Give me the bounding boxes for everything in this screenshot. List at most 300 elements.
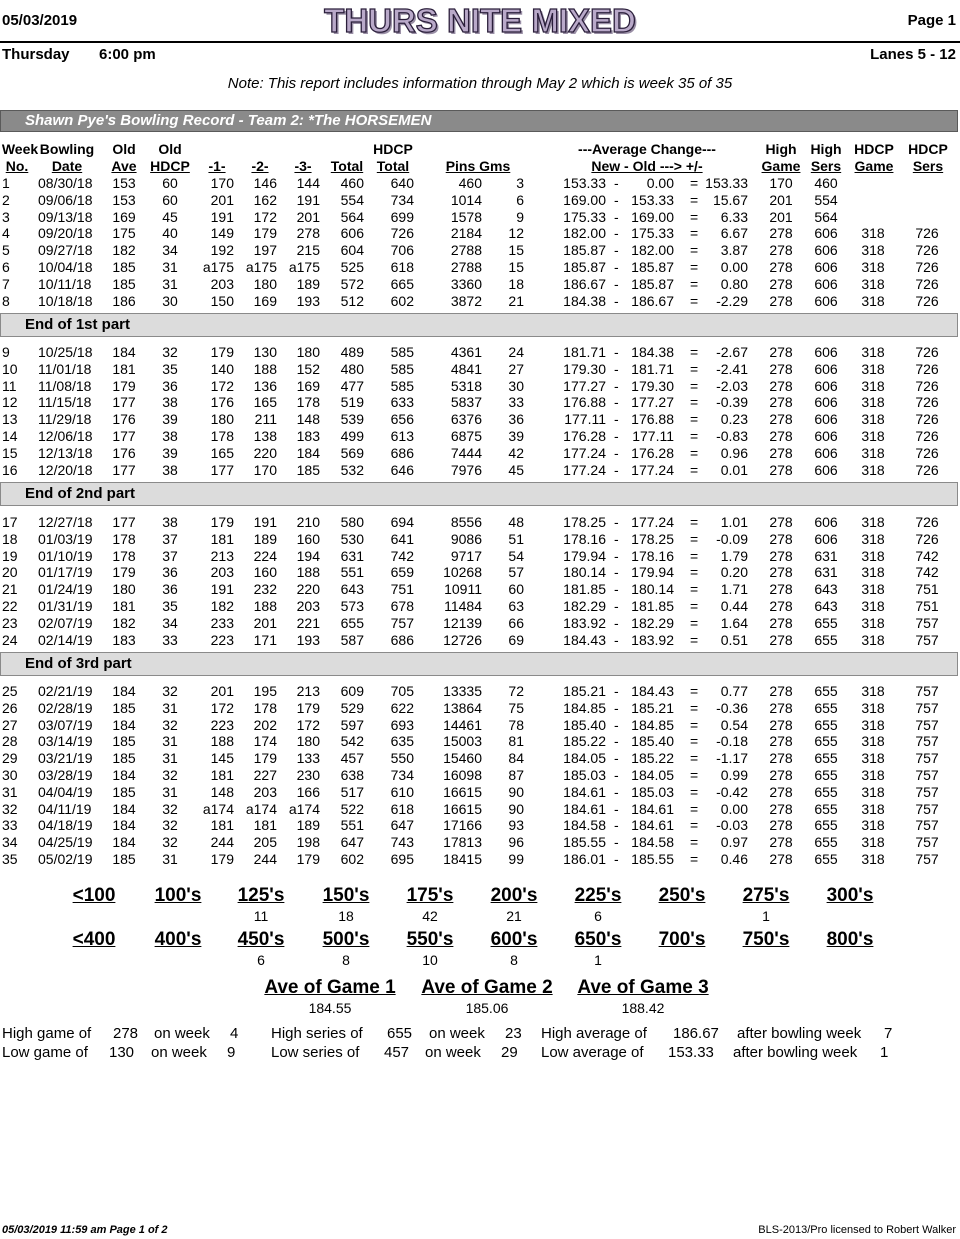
table-row: [0, 733, 960, 750]
old-ave: 177: [112, 394, 136, 411]
old-ave: 177: [112, 428, 136, 444]
game-1: 223: [210, 716, 234, 733]
table-row: [0, 276, 960, 293]
hdcp-game: 318: [861, 377, 885, 394]
hdcp-series: 726: [915, 428, 939, 444]
high-series: 655: [814, 767, 838, 783]
old-hdcp: 32: [162, 800, 178, 817]
equals-sign: =: [690, 292, 699, 309]
table-row: [0, 259, 960, 276]
hdcp-game: 318: [861, 530, 885, 547]
minus-sign: -: [614, 750, 619, 767]
game-3: 215: [296, 242, 320, 259]
old-average: 184.61: [631, 800, 674, 817]
col-highsers-bottom: Sers: [810, 158, 842, 174]
hdcp-game: 318: [861, 444, 885, 461]
equals-sign: =: [690, 733, 699, 750]
pins: 10268: [443, 564, 482, 581]
new-average: 176.88: [563, 394, 606, 411]
hdcp-game: 318: [861, 581, 885, 598]
week-no: 28: [2, 733, 18, 750]
table-row: [0, 632, 960, 649]
series-total: 480: [340, 360, 364, 377]
average-change: -0.09: [716, 530, 748, 547]
table-row: [0, 378, 960, 395]
series-total: 525: [340, 259, 364, 275]
hdcp-series: 757: [915, 767, 939, 783]
week-no: 15: [2, 444, 18, 461]
footer-timestamp: 05/03/2019 11:59 am Page 1 of 2: [2, 1224, 168, 1236]
game_hist-label: 125's: [237, 885, 285, 906]
old-ave: 153: [112, 191, 136, 208]
minus-sign: -: [614, 242, 619, 259]
games: 33: [508, 394, 524, 411]
ave-game3-label: Ave of Game 3: [577, 977, 709, 998]
bowling-date: 03/28/19: [38, 767, 93, 783]
hdcp-game: 318: [861, 817, 885, 834]
table-row: [0, 242, 960, 259]
hdcp-total: 550: [390, 750, 414, 767]
game-3: 166: [296, 783, 320, 800]
old-ave: 181: [112, 598, 136, 614]
new-average: 185.21: [563, 683, 606, 699]
high-game: 278: [769, 377, 793, 394]
series-total: 542: [340, 733, 364, 750]
game-1: 149: [210, 225, 234, 242]
hdcp-game: 318: [861, 631, 885, 648]
game-2: 170: [253, 461, 277, 478]
game-1: 201: [210, 683, 234, 699]
week-no: 27: [2, 716, 18, 733]
low-average-value: 153.33: [668, 1044, 714, 1061]
col-game2: -2-: [251, 158, 269, 174]
part-separator: [0, 652, 958, 676]
high-game: 278: [769, 767, 793, 783]
game-3: 178: [296, 394, 320, 411]
week-no: 18: [2, 530, 18, 547]
old-hdcp: 37: [162, 530, 178, 547]
col-hdcpsers-top: HDCP: [908, 141, 948, 157]
old-hdcp: 34: [162, 242, 178, 259]
minus-sign: -: [614, 191, 619, 208]
low-series-label: Low series of: [271, 1044, 360, 1061]
series-total: 532: [340, 461, 364, 478]
games: 81: [508, 733, 524, 750]
table-row: [0, 225, 960, 242]
series-total: 554: [340, 191, 364, 208]
table-row: [0, 750, 960, 767]
old-average: 177.27: [631, 394, 674, 411]
game_hist-label: 250's: [658, 885, 706, 906]
pins: 2788: [450, 259, 482, 275]
week-no: 34: [2, 834, 18, 851]
pins: 3872: [450, 292, 482, 309]
col-hdcpgame-top: HDCP: [854, 141, 894, 157]
series_hist-label: 650's: [574, 929, 622, 950]
new-average: 175.33: [563, 208, 606, 225]
average-change: 0.44: [720, 598, 748, 614]
games: 48: [508, 514, 524, 530]
old-hdcp: 37: [162, 547, 178, 564]
old-hdcp: 38: [162, 514, 178, 530]
games: 84: [508, 750, 524, 767]
report-note: Note: This report includes information through May 2 which is week 35 of 35: [227, 75, 733, 92]
high-game: 278: [769, 834, 793, 851]
hdcp-game: 318: [861, 564, 885, 581]
hdcp-total: 610: [390, 783, 414, 800]
new-average: 184.61: [563, 800, 606, 817]
series-total: 606: [340, 225, 364, 242]
hdcp-total: 693: [390, 716, 414, 733]
pins: 460: [458, 175, 482, 191]
equals-sign: =: [690, 767, 699, 783]
hdcp-series: 751: [915, 598, 939, 614]
equals-sign: =: [690, 208, 699, 225]
average-change: 0.00: [720, 259, 748, 275]
game-2: 136: [253, 377, 277, 394]
bowling-date: 04/18/19: [38, 817, 93, 834]
col-oldave-top: Old: [112, 141, 136, 157]
old-ave: 185: [112, 259, 136, 275]
old-hdcp: 31: [162, 851, 178, 867]
high-series: 606: [814, 344, 838, 360]
high-series: 643: [814, 581, 838, 598]
col-hdcpsers-bottom: Sers: [912, 158, 944, 174]
old-hdcp: 32: [162, 767, 178, 783]
game_hist-label: 225's: [574, 885, 622, 906]
old-ave: 185: [112, 733, 136, 750]
old-ave: 180: [112, 581, 136, 598]
old-ave: 178: [112, 547, 136, 564]
low-game-value: 130: [109, 1044, 135, 1061]
game-2: 197: [253, 242, 277, 259]
old-hdcp: 60: [162, 191, 178, 208]
minus-sign: -: [614, 851, 619, 867]
hdcp-series: 742: [915, 564, 939, 581]
equals-sign: =: [690, 817, 699, 834]
games: 99: [508, 851, 524, 867]
new-average: 184.43: [563, 631, 606, 648]
hdcp-total: 622: [390, 699, 414, 716]
old-average: 179.30: [631, 377, 674, 394]
game-2: 160: [253, 564, 277, 581]
hdcp-total: 694: [390, 514, 414, 530]
games: 3: [516, 175, 524, 191]
game-2: a175: [245, 259, 277, 275]
high-series: 655: [814, 834, 838, 851]
bowling-date: 05/02/19: [38, 851, 93, 867]
old-ave: 184: [112, 716, 136, 733]
pins: 13335: [443, 683, 482, 699]
hdcp-series: 757: [915, 851, 939, 867]
high-series: 655: [814, 800, 838, 817]
old-ave: 184: [112, 817, 136, 834]
game-1: 233: [210, 614, 234, 631]
record-title: Shawn Pye's Bowling Record - Team 2: *The HORSEMEN: [25, 112, 432, 129]
games: 69: [508, 631, 524, 648]
minus-sign: -: [614, 767, 619, 783]
minus-sign: -: [614, 631, 619, 648]
hdcp-game: 318: [861, 259, 885, 275]
old-ave: 175: [112, 225, 136, 242]
average-change: -1.17: [716, 750, 748, 767]
equals-sign: =: [690, 598, 699, 614]
games: 6: [516, 191, 524, 208]
game-1: 223: [210, 631, 234, 648]
equals-sign: =: [690, 411, 699, 428]
old-ave: 179: [112, 564, 136, 581]
series-total: 569: [340, 444, 364, 461]
high-game: 278: [769, 530, 793, 547]
ave-game2-value: 185.06: [465, 1000, 509, 1016]
high-game: 201: [769, 191, 793, 208]
equals-sign: =: [690, 564, 699, 581]
series-total: 638: [340, 767, 364, 783]
high-series: 655: [814, 631, 838, 648]
league-title: THURS NITE MIXED: [324, 2, 636, 39]
minus-sign: -: [614, 683, 619, 699]
game-2: 211: [254, 411, 277, 428]
pins: 1014: [450, 191, 482, 208]
bowling-date: 01/10/19: [38, 547, 93, 564]
game_hist-label: 150's: [322, 885, 370, 906]
games: 93: [508, 817, 524, 834]
average-change: 0.51: [720, 631, 748, 648]
col-date-top: Bowling: [39, 141, 95, 157]
equals-sign: =: [690, 377, 699, 394]
high-game: 278: [769, 292, 793, 309]
game-3: 201: [296, 208, 320, 225]
games: 9: [516, 208, 524, 225]
hdcp-total: 699: [390, 208, 414, 225]
hdcp-series: 726: [915, 411, 939, 428]
hdcp-series: 726: [915, 225, 939, 242]
week-no: 19: [2, 547, 18, 564]
series_hist-label: 450's: [237, 929, 285, 950]
hdcp-game: 318: [861, 547, 885, 564]
new-average: 186.67: [563, 275, 606, 292]
average-change: 0.01: [720, 461, 748, 478]
old-average: 185.55: [631, 851, 674, 867]
high-series: 606: [814, 444, 838, 461]
minus-sign: -: [614, 411, 619, 428]
col-oldhdcp-top: Old: [158, 141, 182, 157]
record-title-bar: [0, 110, 958, 132]
equals-sign: =: [690, 783, 699, 800]
average-change: 0.20: [720, 564, 748, 581]
minus-sign: -: [614, 514, 619, 530]
new-average: 179.30: [563, 360, 606, 377]
hdcp-total: 618: [390, 259, 414, 275]
table-row: [0, 445, 960, 462]
week-no: 35: [2, 851, 18, 867]
bowling-date: 11/15/18: [38, 394, 92, 411]
high-game: 278: [769, 851, 793, 867]
col-total: Total: [330, 158, 364, 174]
games: 63: [508, 598, 524, 614]
series_hist-label: 700's: [658, 929, 706, 950]
high-series: 460: [814, 175, 838, 191]
high-game: 278: [769, 514, 793, 530]
old-average: 178.25: [631, 530, 674, 547]
new-average: 177.27: [563, 377, 606, 394]
series-total: 580: [340, 514, 364, 530]
hdcp-total: 734: [390, 191, 414, 208]
week-no: 33: [2, 817, 18, 834]
game-1: 179: [210, 344, 234, 360]
high-game: 278: [769, 259, 793, 275]
old-average: 177.11: [632, 428, 674, 444]
high-game: 278: [769, 547, 793, 564]
old-ave: 185: [112, 750, 136, 767]
high-game: 278: [769, 360, 793, 377]
bowling-date: 01/03/19: [38, 530, 93, 547]
old-ave: 186: [112, 292, 136, 309]
series-total: 587: [340, 631, 364, 648]
high-series: 606: [814, 377, 838, 394]
average-change: -0.83: [716, 428, 748, 444]
series-total: 530: [340, 530, 364, 547]
old-hdcp: 30: [162, 292, 178, 309]
col-avgchange-top: ---Average Change---: [578, 141, 716, 157]
league-day: Thursday: [2, 46, 70, 63]
bowling-date: 02/21/19: [38, 683, 93, 699]
game-1: 203: [210, 275, 234, 292]
bowling-date: 11/29/18: [38, 411, 92, 428]
old-average: 181.71: [631, 360, 674, 377]
hdcp-total: 742: [390, 547, 414, 564]
old-average: 184.58: [631, 834, 674, 851]
average-change: 6.67: [720, 225, 748, 242]
high-game: 278: [769, 598, 793, 614]
hdcp-total: 647: [390, 817, 414, 834]
high-series: 655: [814, 614, 838, 631]
game-3: 220: [296, 581, 320, 598]
series-total: 460: [340, 175, 364, 191]
game-2: 138: [253, 428, 277, 444]
old-hdcp: 38: [162, 394, 178, 411]
new-average: 185.40: [563, 716, 606, 733]
game-1: 176: [210, 394, 234, 411]
hdcp-game: 318: [861, 292, 885, 309]
equals-sign: =: [690, 360, 699, 377]
old-average: 185.22: [631, 750, 674, 767]
game-3: 180: [296, 733, 320, 750]
high-game-week: 4: [230, 1025, 239, 1042]
old-ave: 185: [112, 699, 136, 716]
week-no: 23: [2, 614, 18, 631]
week-no: 20: [2, 564, 18, 581]
hdcp-game: 318: [861, 750, 885, 767]
hdcp-total: 686: [390, 631, 414, 648]
high-average-label: High average of: [541, 1025, 647, 1042]
equals-sign: =: [690, 547, 699, 564]
table-row: [0, 175, 960, 192]
game-2: 165: [253, 394, 277, 411]
table-row: [0, 293, 960, 310]
minus-sign: -: [614, 530, 619, 547]
col-hdcpgame-bottom: Game: [854, 158, 894, 174]
high-series: 631: [814, 564, 838, 581]
bowling-date: 04/25/19: [38, 834, 93, 851]
pins: 10911: [444, 581, 482, 598]
table-row: [0, 462, 960, 479]
new-average: 182.00: [563, 225, 606, 242]
new-average: 180.14: [563, 564, 606, 581]
old-average: 185.87: [631, 275, 674, 292]
game-3: 179: [296, 851, 320, 867]
game-1: a175: [202, 259, 234, 275]
high-game: 278: [769, 225, 793, 242]
col-pins-gms: Pins Gms: [445, 158, 511, 174]
old-average: 169.00: [631, 208, 674, 225]
minus-sign: -: [614, 699, 619, 716]
old-ave: 184: [112, 344, 136, 360]
game-1: 140: [210, 360, 234, 377]
game-3: 188: [296, 564, 320, 581]
old-ave: 185: [112, 275, 136, 292]
game-1: 244: [210, 834, 234, 851]
high-game: 278: [769, 614, 793, 631]
pins: 9086: [450, 530, 482, 547]
bowling-date: 01/24/19: [38, 581, 93, 598]
equals-sign: =: [690, 242, 699, 259]
high-game: 278: [769, 716, 793, 733]
average-change: -2.03: [716, 377, 748, 394]
games: 36: [508, 411, 524, 428]
bowling-date: 09/27/18: [38, 242, 93, 259]
game-2: 203: [253, 783, 277, 800]
bowling-date: 03/07/19: [38, 716, 93, 733]
high-series: 564: [814, 208, 838, 225]
series_hist-count: 10: [422, 952, 438, 968]
old-hdcp: 60: [162, 175, 178, 191]
week-no: 4: [2, 225, 10, 242]
high-series: 655: [814, 750, 838, 767]
bowling-date: 12/20/18: [38, 461, 93, 478]
game-2: 232: [253, 581, 277, 598]
week-no: 5: [2, 242, 10, 259]
game_hist-count: 21: [506, 908, 522, 924]
old-ave: 183: [112, 631, 136, 648]
series-total: 519: [340, 394, 364, 411]
average-change: 1.64: [720, 614, 748, 631]
game-2: 220: [253, 444, 277, 461]
old-hdcp: 38: [162, 461, 178, 478]
game-3: 172: [296, 716, 320, 733]
game_hist-count: 42: [422, 908, 438, 924]
game-3: 189: [296, 817, 320, 834]
hdcp-game: 318: [861, 614, 885, 631]
new-average: 178.16: [563, 530, 606, 547]
high-series: 554: [814, 191, 838, 208]
hdcp-total: 656: [390, 411, 414, 428]
game_hist-count: 18: [338, 908, 354, 924]
table-row: [0, 344, 960, 361]
old-hdcp: 31: [162, 783, 178, 800]
hdcp-total: 635: [390, 733, 414, 750]
game-2: 189: [253, 530, 277, 547]
average-change: 3.87: [720, 242, 748, 259]
average-change: -0.03: [716, 817, 748, 834]
old-average: 0.00: [646, 175, 674, 191]
equals-sign: =: [690, 800, 699, 817]
pins: 15460: [443, 750, 482, 767]
games: 45: [508, 461, 524, 478]
series_hist-label: 400's: [154, 929, 202, 950]
low-series-value: 457: [384, 1044, 410, 1061]
hdcp-total: 641: [390, 530, 414, 547]
